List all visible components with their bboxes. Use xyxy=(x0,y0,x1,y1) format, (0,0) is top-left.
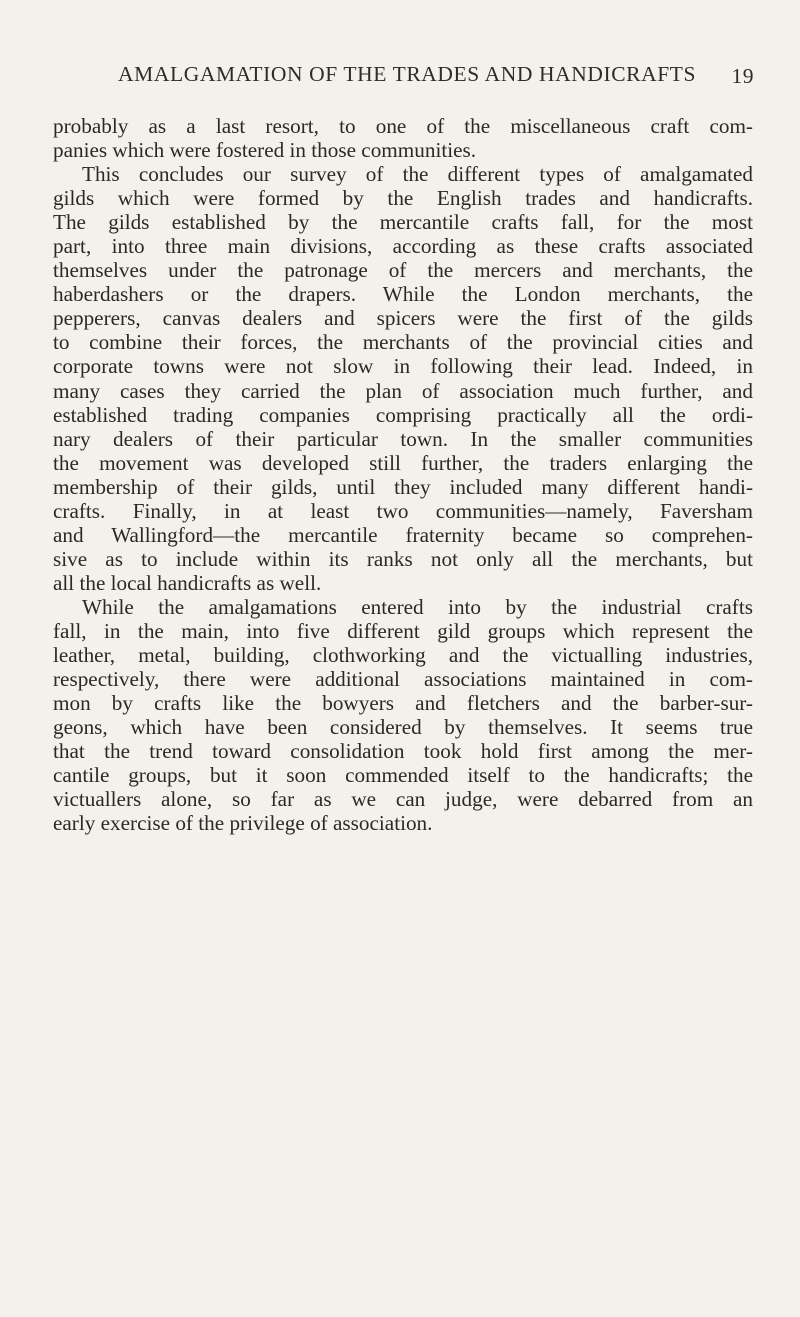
text-line: that the trend toward consolidation took hold first among the mer- xyxy=(53,739,753,764)
text-line: respectively, there were additional associations maintained in com- xyxy=(53,667,753,692)
text-line: and Wallingford—the mercantile fraternity became so comprehen- xyxy=(53,522,753,547)
text-line: part, into three main divisions, according as these crafts associated xyxy=(53,234,753,259)
text-line: many cases they carried the plan of association much further, and xyxy=(53,378,753,403)
text-line: mon by crafts like the bowyers and fletchers and the barber-sur- xyxy=(53,691,753,716)
text-line: panies which were fostered in those communities. xyxy=(53,138,477,163)
running-title: AMALGAMATION OF THE TRADES AND HANDICRAFTS xyxy=(118,62,697,86)
text-line: membership of their gilds, until they included many different handi- xyxy=(53,474,753,499)
text-line: The gilds established by the mercantile crafts fall, for the most xyxy=(53,210,753,235)
text-line: nary dealers of their particular town. In the smaller communities xyxy=(53,426,753,451)
text-line: haberdashers or the drapers. While the London merchants, the xyxy=(53,282,753,307)
text-line: to combine their forces, the merchants of the provincial cities and xyxy=(53,330,753,355)
text-line: While the amalgamations entered into by the industrial crafts xyxy=(82,594,753,619)
text-line: leather, metal, building, clothworking and the victualling industries, xyxy=(53,643,753,668)
text-line: early exercise of the privilege of association. xyxy=(53,811,433,836)
text-line: probably as a last resort, to one of the miscellaneous craft com- xyxy=(53,114,753,138)
text-line: This concludes our survey of the different types of amalgamated xyxy=(82,162,753,187)
text-line: geons, which have been considered by themselves. It seems true xyxy=(53,715,753,740)
running-head xyxy=(118,62,754,92)
text-line: all the local handicrafts as well. xyxy=(53,570,322,595)
text-line: cantile groups, but it soon commended itself to the handicrafts; the xyxy=(53,763,753,788)
text-line: crafts. Finally, in at least two communities—namely, Faversham xyxy=(53,498,753,523)
text-line: the movement was developed still further, the traders enlarging the xyxy=(53,450,753,475)
text-line: themselves under the patronage of the mercers and merchants, the xyxy=(53,258,753,283)
page-number: 19 xyxy=(731,64,754,88)
text-line: gilds which were formed by the English trades and handicrafts. xyxy=(53,186,753,211)
text-line: victuallers alone, so far as we can judge, were debarred from an xyxy=(53,787,753,812)
text-line: pepperers, canvas dealers and spicers were the first of the gilds xyxy=(53,306,753,331)
text-line: sive as to include within its ranks not only all the merchants, but xyxy=(53,546,753,571)
text-line: established trading companies comprising practically all the ordi- xyxy=(53,402,753,427)
text-line: corporate towns were not slow in following their lead. Indeed, in xyxy=(53,354,753,379)
text-line: fall, in the main, into five different gild groups which represent the xyxy=(53,618,753,643)
body-text xyxy=(53,114,753,835)
